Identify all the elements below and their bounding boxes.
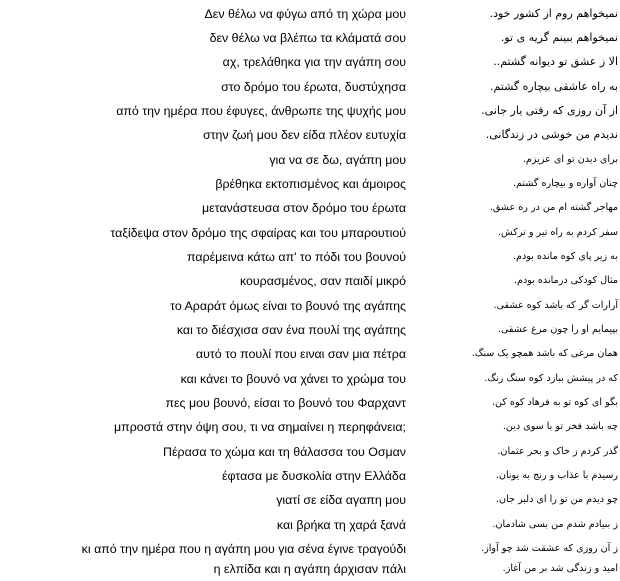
persian-line: که در پیشش ببازد کوه سنگ رنگ.: [484, 373, 618, 384]
persian-line: ندیدم من خوشی در زندگانی.: [485, 128, 618, 141]
persian-line: به زیر پای کوه مانده بودم.: [513, 251, 618, 262]
persian-line: نمیخواهم ببینم گریه ی تو.: [500, 31, 618, 44]
greek-line: μπροστά στην όψη σου, τι να σημαίνει η περηφάνεια;: [114, 420, 406, 434]
persian-line: بپیمایم او را چون مرغ عشقی.: [497, 324, 618, 335]
verse-row: [0, 3, 620, 25]
greek-line: από την ημέρα που έφυγες, άνθρωπε της ψυχής μου: [116, 104, 406, 118]
verse-row: [0, 392, 620, 414]
greek-line: το Αραράτ όμως είναι το βουνό της αγάπης: [170, 299, 406, 313]
verse-row: [0, 343, 620, 365]
greek-line: στο δρόμο του έρωτα, δυστύχησα: [221, 80, 406, 94]
verse-row: [0, 538, 620, 560]
verse-row: [0, 124, 620, 146]
persian-line: الا ز عشق تو دیوانه گشتم..: [493, 55, 618, 68]
verse-row: [0, 149, 620, 171]
greek-line: ταξίδεψα στον δρόμο της σφαίρας και του μπαρουτιού: [110, 226, 406, 240]
verse-row: [0, 246, 620, 268]
verse-row: [0, 319, 620, 341]
greek-line: πες μου βουνό, είσαι το βουνό του Φαρχαντ: [165, 396, 406, 410]
verse-row: [0, 270, 620, 292]
persian-line: چنان آواره و بیچاره گشتم.: [512, 178, 618, 189]
greek-line: μετανάστευσα στον δρόμο του έρωτα: [202, 201, 406, 215]
greek-line: και το διέσχισα σαν ένα πουλί της αγάπης: [176, 323, 406, 337]
persian-line: به راه عاشقی بیچاره گشتم.: [489, 80, 618, 93]
persian-line: مهاجر گشته ام من در ره عشق.: [489, 202, 618, 213]
persian-line: همان مرغی که باشد همچو یک سنگ.: [471, 348, 618, 359]
greek-line: γιατί σε είδα αγαπη μου: [276, 493, 406, 507]
persian-line: سفر کردم به راه تیر و ترکش.: [498, 227, 618, 238]
verse-row: [0, 441, 620, 463]
verse-row: [0, 51, 620, 73]
verse-row: [0, 100, 620, 122]
verse-row: [0, 197, 620, 219]
greek-line: παρέμεινα κάτω απ' το πόδι του βουνού: [187, 250, 406, 264]
greek-line: και βρήκα τη χαρά ξανά: [276, 518, 406, 532]
greek-line: κουρασμένος, σαν παιδί μικρό: [239, 274, 406, 288]
greek-line: στην ζωή μου δεν είδα πλέον ευτυχία: [203, 128, 406, 142]
persian-line: گذر کردم ز خاک و بحر عثمان.: [497, 446, 618, 457]
verse-row: [0, 76, 620, 98]
greek-line: για να σε δω, αγάπη μου: [269, 153, 406, 167]
persian-line: چو دیدم من تو را ای دلبر جان.: [495, 494, 618, 505]
verse-row: [0, 295, 620, 317]
greek-line: και κάνει το βουνό να χάνει το χρώμα του: [180, 372, 406, 386]
greek-line: δεν θέλω να βλέπω τα κλάματά σου: [209, 31, 406, 45]
verse-row: [0, 465, 620, 487]
greek-line: κι από την ημέρα που η αγάπη μου για σένα έγινε τραγούδι: [81, 542, 406, 556]
verse-row: [0, 558, 620, 580]
verse-row: [0, 514, 620, 536]
persian-line: مثال کودکی درمانده بودم.: [513, 275, 618, 286]
greek-line: Πέρασα το χώμα και τη θάλασσα του Οσμαν: [163, 445, 406, 459]
persian-line: از آن روزی که رفتی یار جانی.: [481, 104, 618, 117]
persian-line: رسیدم با عذاب و رنج به یونان.: [495, 470, 618, 481]
persian-line: ز بنیادم شدم من بسی شادمان.: [492, 519, 618, 530]
persian-line: ز آن روزی که عشقت شد چو آواز.: [481, 543, 618, 554]
verse-row: [0, 416, 620, 438]
greek-line: Δεν θέλω να φύγω από τη χώρα μου: [204, 7, 406, 21]
greek-line: η ελπίδα και η αγάπη άρχισαν πάλι: [213, 562, 406, 576]
verse-row: [0, 489, 620, 511]
persian-line: بگو ای کوه تو به فرهاد کوه کن.: [491, 397, 618, 408]
persian-line: آرارات گر که باشد کوه عشقی.: [493, 300, 618, 311]
verse-row: [0, 222, 620, 244]
verse-row: [0, 368, 620, 390]
greek-line: αυτό το πουλί που ειναι σαν μια πέτρα: [195, 347, 406, 361]
persian-line: چه باشد فخر تو با سوی دین.: [502, 421, 618, 432]
verse-row: [0, 27, 620, 49]
greek-line: έφτασα με δυσκολία στην Ελλάδα: [222, 469, 406, 483]
persian-line: نمیخواهم روم از کشور خود.: [489, 7, 618, 20]
greek-line: βρέθηκα εκτοπισμένος και άμοιρος: [215, 177, 406, 191]
persian-line: برای دیدن تو ای عزیزم.: [522, 154, 618, 165]
verse-row: [0, 173, 620, 195]
persian-line: امید و زندگی شد بر من آغاز.: [502, 563, 618, 574]
greek-line: αχ, τρελάθηκα για την αγάπη σου: [222, 55, 406, 69]
